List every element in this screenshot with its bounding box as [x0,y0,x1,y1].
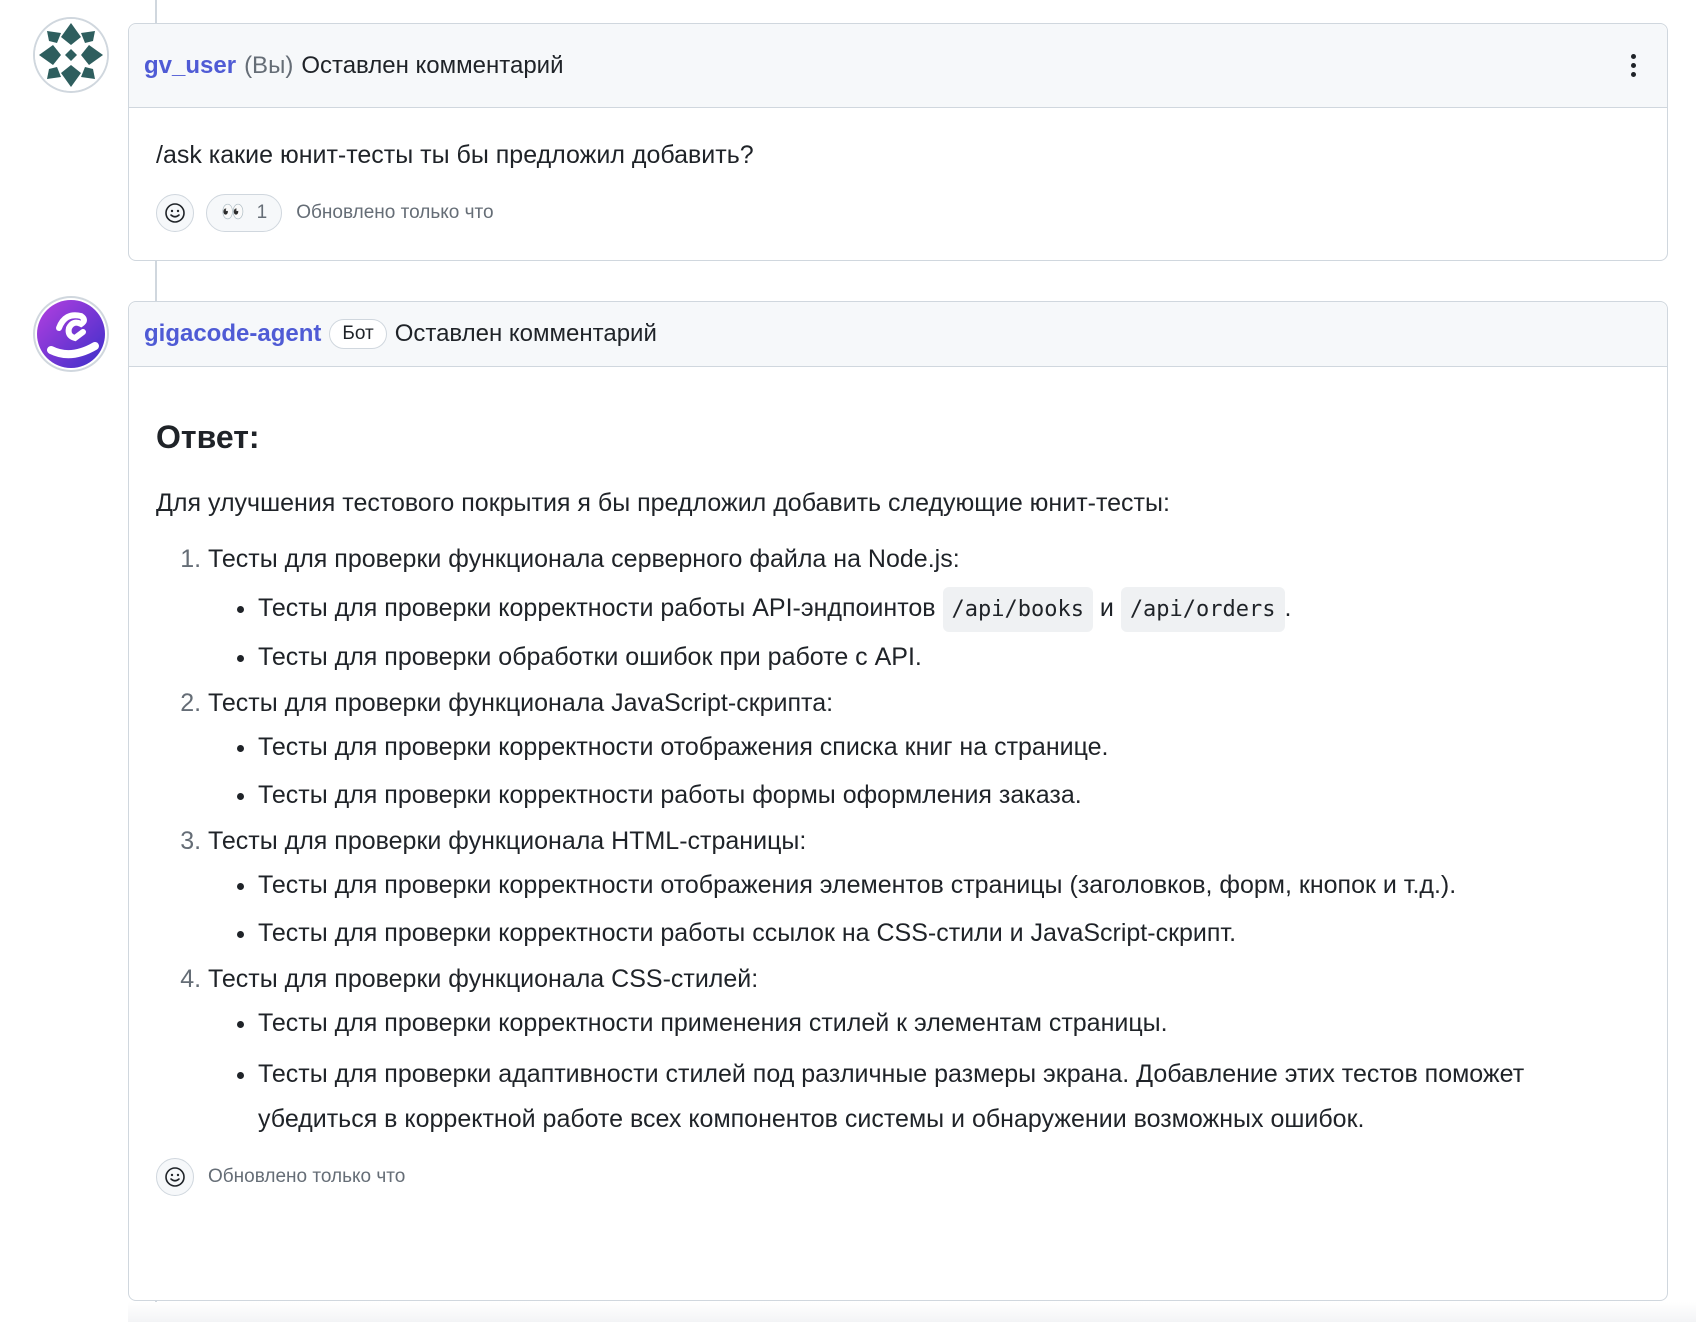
comment-action-text: Оставлен комментарий [394,320,657,347]
add-reaction-button[interactable] [156,1158,194,1196]
reaction-count: 1 [256,202,268,223]
reactions-bar [156,194,1640,232]
smiley-icon [164,1166,186,1188]
kebab-menu-icon[interactable] [1621,50,1645,82]
list-item: • Тесты для проверки корректности работы ссылок на CSS-стили и JavaScript-скрипт. [258,914,1640,952]
user-avatar[interactable] [35,19,107,91]
list-item: • Тесты для проверки корректности применения стилей к элементам страницы. [258,1004,1640,1042]
list-item: 1. Тесты для проверки функционала серверного файла на Node.js: • Тесты для проверки корректности работы API-эндпоинтов /api/books и /api/orders . • Тесты для проверки обработки ошибок при работе с API. [208,542,1640,676]
author-link[interactable]: gigacode-agent [144,320,322,347]
list-item: 3. Тесты для проверки функционала HTML-страницы: • Тесты для проверки корректности отображения элементов страницы (заголовков, форм, кнопок и т.д.). • Тесты для проверки корректности работы ссылок на CSS-стили и JavaScript-скрипт. [208,824,1640,952]
answer-heading: Ответ: [156,419,260,455]
you-tag: (Вы) [244,51,294,79]
bottom-fade [128,1302,1696,1322]
updated-timestamp: Обновлено только что [208,1166,406,1187]
reactions-bar [156,1158,1640,1196]
list-item: • Тесты для проверки обработки ошибок при работе с API. [258,638,1640,676]
updated-timestamp: Обновлено только что [296,202,494,223]
comment-header [129,24,1667,108]
gigacode-logo-icon [35,298,107,370]
eyes-reaction-button[interactable] [206,194,282,232]
inline-code: /api/books [943,587,1093,632]
eyes-icon: 👀 [221,202,245,223]
add-reaction-button[interactable] [156,194,194,232]
bot-comment [128,301,1668,1301]
list-item: 4. Тесты для проверки функционала CSS-стилей: • Тесты для проверки корректности применения стилей к элементам страницы. • Тесты для проверки адаптивности стилей под различные размеры экрана. Добавление этих тестов поможет убедиться в корректной работе всех компонентов системы и обнаружении возможных ошибок. [208,962,1640,1142]
smiley-icon [164,202,186,224]
author-link[interactable]: gv_user [144,51,237,79]
identicon-avatar-icon [35,19,107,91]
list-item: • Тесты для проверки адаптивности стилей под различные размеры экрана. Добавление этих тестов поможет убедиться в корректной работе всех компонентов системы и обнаружении возможных ошибок. [258,1052,1640,1142]
list-item: • Тесты для проверки корректности отображения элементов страницы (заголовков, форм, кнопок и т.д.). [258,866,1640,904]
answer-intro: Для улучшения тестового покрытия я бы предложил добавить следующие юнит-тесты: [156,489,1170,517]
list-item: 2. Тесты для проверки функционала JavaScript-скрипта: • Тесты для проверки корректности отображения списка книг на странице. • Тесты для проверки корректности работы формы оформления заказа. [208,686,1640,814]
bot-avatar[interactable] [35,298,107,370]
test-suggestions-list [156,542,1640,1142]
list-item: • Тесты для проверки корректности работы формы оформления заказа. [258,776,1640,814]
list-item: • Тесты для проверки корректности отображения списка книг на странице. [258,728,1640,766]
list-item: • Тесты для проверки корректности работы API-эндпоинтов /api/books и /api/orders . [258,584,1640,634]
comment-action-text: Оставлен комментарий [301,51,564,79]
bot-badge: Бот [329,319,386,349]
user-comment [128,23,1668,261]
inline-code: /api/orders [1121,587,1285,632]
comment-header [129,302,1667,367]
comment-text: /ask какие юнит-тесты ты бы предложил добавить? [156,141,754,169]
